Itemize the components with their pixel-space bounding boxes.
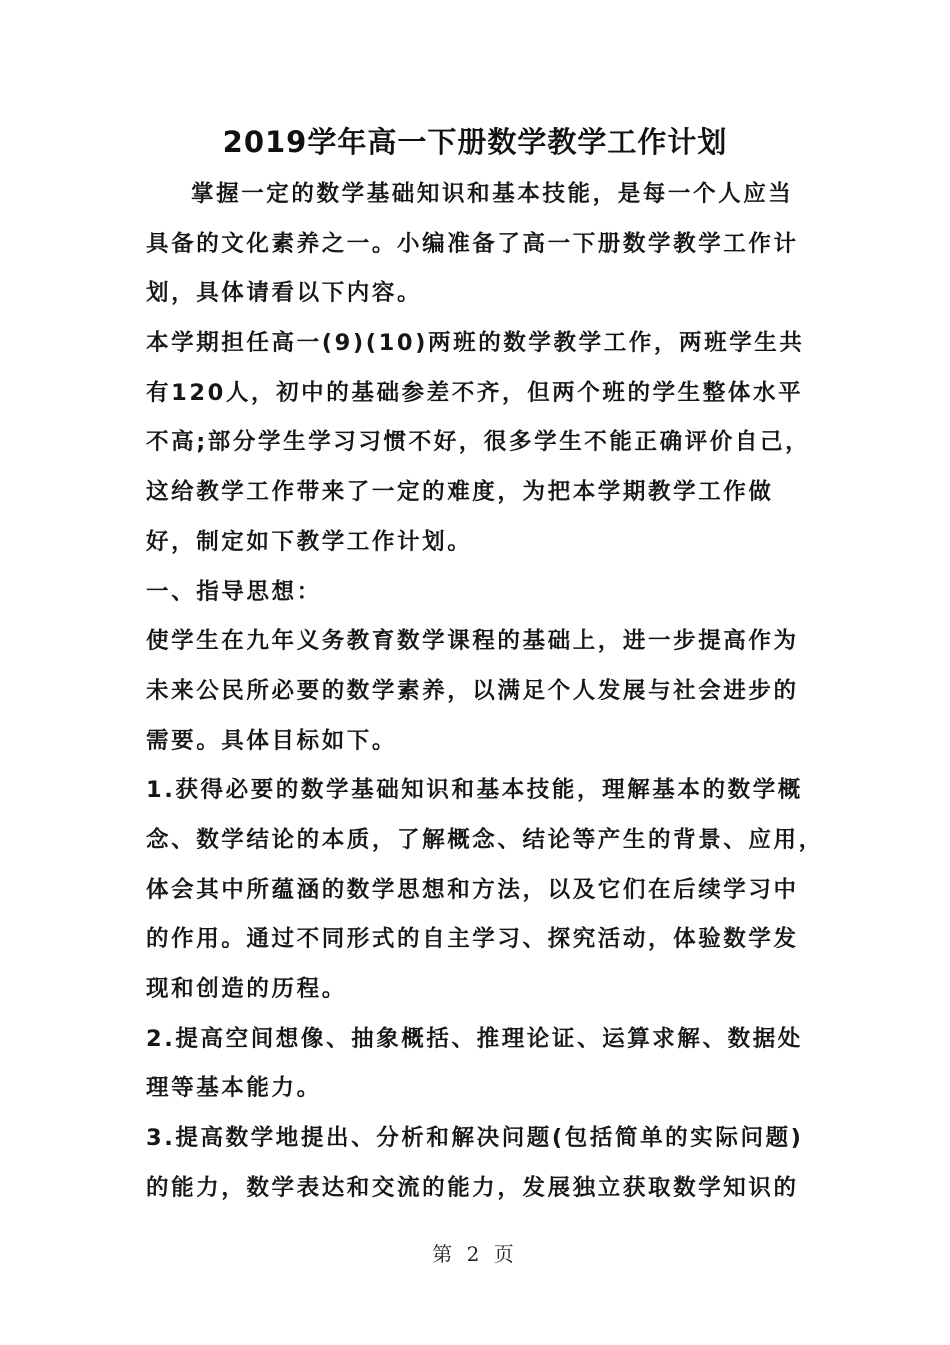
- list-item-line: 2.提高空间想像、抽象概括、推理论证、运算求解、数据处: [146, 1025, 803, 1052]
- paragraph-line: 具备的文化素养之一。小编准备了高一下册数学教学工作计: [146, 230, 799, 257]
- paragraph-line: 好，制定如下教学工作计划。: [146, 528, 473, 555]
- list-item-line: 体会其中所蕴涵的数学思想和方法，以及它们在后续学习中: [146, 876, 799, 903]
- page-number: 第 2 页: [432, 1242, 518, 1266]
- section-heading: 一、指导思想：: [146, 578, 322, 605]
- list-item-line: 1.获得必要的数学基础知识和基本技能，理解基本的数学概: [146, 777, 803, 804]
- document-body: [146, 170, 824, 1213]
- paragraph-line: 不高;部分学生学习习惯不好，很多学生不能正确评价自己，: [146, 429, 811, 456]
- paragraph-line: 划，具体请看以下内容。: [146, 280, 423, 307]
- list-item-line: 3.提高数学地提出、分析和解决问题(包括简单的实际问题): [146, 1125, 804, 1152]
- paragraph-line: 使学生在九年义务教育数学课程的基础上，进一步提高作为: [146, 628, 799, 655]
- paragraph-line: 本学期担任高一(9)(10)两班的数学教学工作，两班学生共: [146, 330, 805, 357]
- paragraph-line: 需要。具体目标如下。: [146, 727, 398, 754]
- paragraph-line: 有120人，初中的基础参差不齐，但两个班的学生整体水平: [146, 379, 804, 406]
- list-item-line: 念、数学结论的本质，了解概念、结论等产生的背景、应用，: [146, 826, 824, 853]
- list-item-line: 现和创造的历程。: [146, 976, 347, 1002]
- list-item-line: 的作用。通过不同形式的自主学习、探究活动，体验数学发: [146, 926, 799, 953]
- paragraph-line: 掌握一定的数学基础知识和基本技能，是每一个人应当: [191, 181, 794, 207]
- list-item-line: 理等基本能力。: [146, 1075, 322, 1102]
- document-title: 2019学年高一下册数学教学工作计划: [222, 125, 728, 159]
- paragraph-line: 未来公民所必要的数学素养，以满足个人发展与社会进步的: [146, 677, 799, 704]
- list-item-line: 的能力，数学表达和交流的能力，发展独立获取数学知识的: [146, 1174, 799, 1201]
- paragraph-line: 这给教学工作带来了一定的难度，为把本学期教学工作做: [146, 479, 774, 506]
